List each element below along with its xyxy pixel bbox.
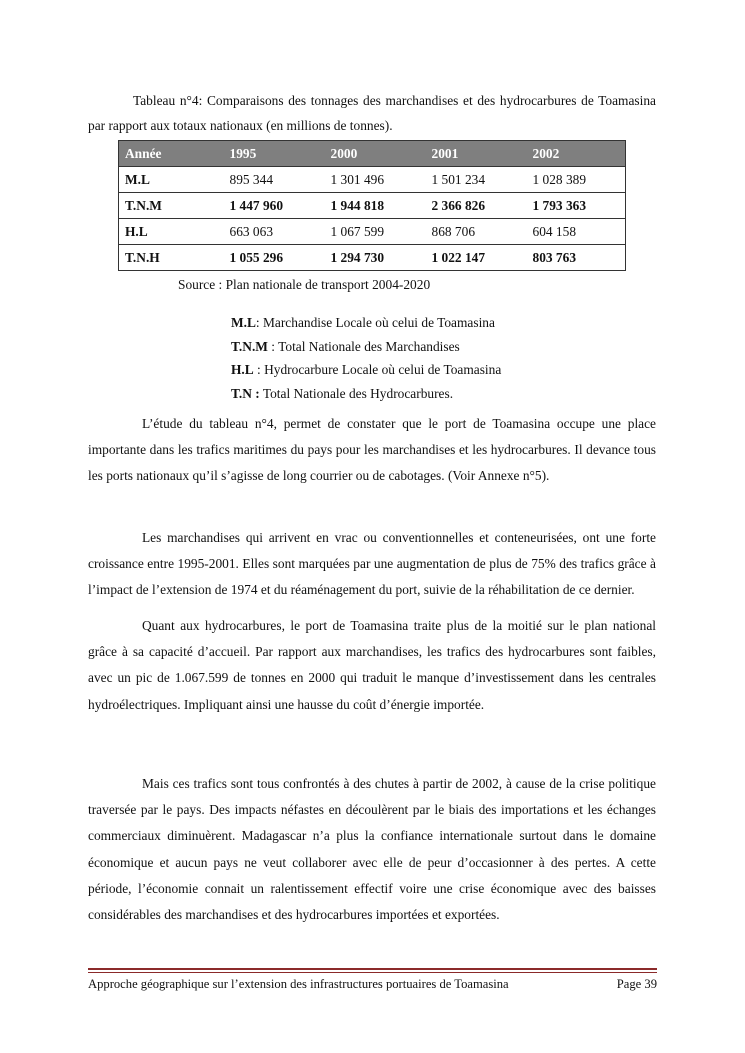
table-cell: 1 294 730 [325,245,426,271]
table-cell: 1 301 496 [325,167,426,193]
table-cell: 1 793 363 [527,193,626,219]
footer-divider [88,972,657,973]
header-cell: 2000 [325,141,426,167]
table-cell: 895 344 [224,167,325,193]
legend-text: : Total Nationale des Marchandises [267,338,460,354]
legend-text: Total Nationale des Hydrocarbures. [259,385,454,401]
table-row [119,167,626,193]
body-paragraph: Mais ces trafics sont tous confrontés à des chutes à partir de 2002, à cause de la crise politique traversée par le pays. Des impacts néfastes en découlèrent par le biais des importations et les échanges commerciaux diminuèrent. Madagascar n’a plus la confiance internationale surtout dans le domaine économique et aucun pays ne veut collaborer avec elle de peur d’occasionner à des pertes. A cette période, l’économie connait un ralentissement effectif voire une crise économique avec des baisses considérables des marchandises et des hydrocarbures importées et exportées. [88,776,656,923]
table-row [119,193,626,219]
legend-abbr: T.N.M [231,338,268,354]
footer-divider [88,968,657,970]
table-cell: 604 158 [527,219,626,245]
body-paragraph: Les marchandises qui arrivent en vrac ou conventionnelles et conteneurisées, ont une forte croissance entre 1995-2001. Elles sont marquées par une augmentation de plus de 75% des trafics grâce à l’impact de l’extension de 1974 et du réaménagement du port, suivie de la réhabilitation de ce dernier. [88,530,656,598]
legend-abbr: T.N : [231,385,260,401]
table-cell: 1 055 296 [224,245,325,271]
table-cell: 1 501 234 [426,167,527,193]
table-cell: 1 067 599 [325,219,426,245]
header-cell: Année [119,141,224,167]
table-source: Source : Plan nationale de transport 2004-2020 [178,277,431,292]
legend-abbr: M.L [231,315,256,330]
table-cell: 868 706 [426,219,527,245]
row-label: T.N.M [119,193,224,219]
table-cell: 1 022 147 [426,245,527,271]
legend-text: : Marchandise Locale où celui de Toamasina [255,315,495,330]
header-cell: 2001 [426,141,527,167]
table-row [119,245,626,271]
row-label: T.N.H [119,245,224,271]
row-label: H.L [119,219,224,245]
row-label: M.L [119,167,224,193]
table-cell: 1 944 818 [325,193,426,219]
body-paragraph: Quant aux hydrocarbures, le port de Toamasina traite plus de la moitié sur le plan national grâce à sa capacité d’accueil. Par rapport aux marchandises, les trafics des hydrocarbures sont faibles, avec un pic de 1.067.599 de tonnes en 2000 qui traduit le manque d’investissement dans les centrales hydroélectriques. Impliquant ainsi une hausse du coût d’énergie importée. [88,618,656,712]
table-cell: 1 028 389 [527,167,626,193]
page-number: Page 39 [616,977,657,991]
legend-text: : Hydrocarbure Locale où celui de Toamasina [253,362,502,377]
legend-item [231,382,501,406]
header-cell: 1995 [224,141,325,167]
legend-item [231,358,501,382]
table-cell: 663 063 [224,219,325,245]
table-caption: Tableau n°4: Comparaisons des tonnages des marchandises et des hydrocarbures de Toamasina par rapport aux totaux nationaux (en millions de tonnes). [88,93,656,133]
legend-item [231,311,501,335]
abbreviation-legend [231,311,501,405]
legend-abbr: H.L [231,362,254,377]
table-cell: 1 447 960 [224,193,325,219]
footer-title: Approche géographique sur l’extension des infrastructures portuaires de Toamasina [88,977,509,991]
body-paragraph: L’étude du tableau n°4, permet de constater que le port de Toamasina occupe une place importante dans les trafics maritimes du pays pour les marchandises et les hydrocarbures. Il devance tous les ports nationaux qu’il s’agisse de long courrier ou de cabotages. (Voir Annexe n°5). [88,416,656,484]
table-row [119,219,626,245]
legend-item [231,335,501,359]
table-cell: 2 366 826 [426,193,527,219]
header-cell: 2002 [527,141,626,167]
table-cell: 803 763 [527,245,626,271]
table-header-row [119,141,626,167]
tonnage-table [118,140,626,271]
